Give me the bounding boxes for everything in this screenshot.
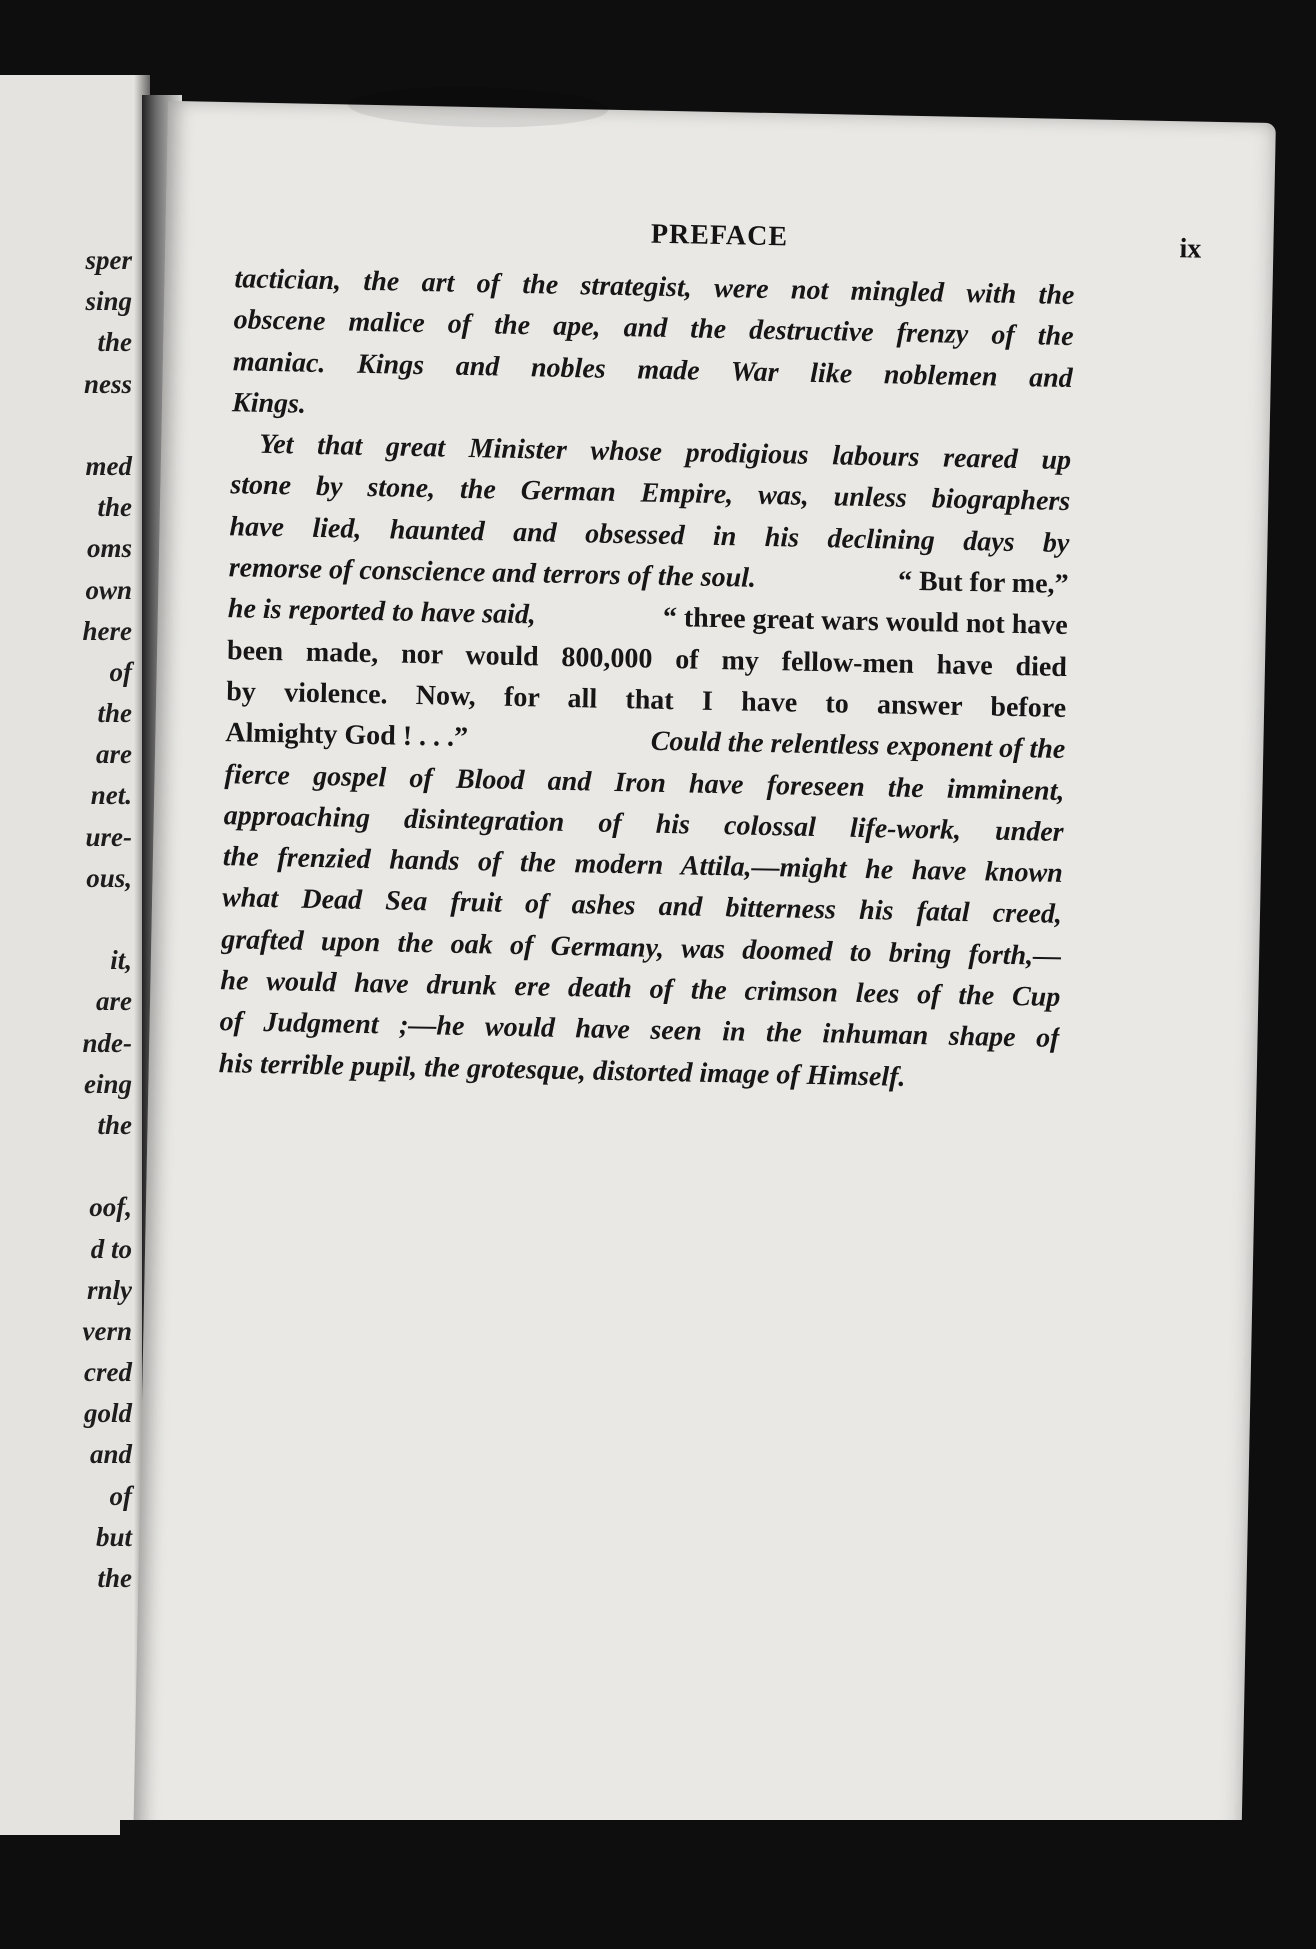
text-line: by violence. Now, for all that I have to answer before xyxy=(225,676,1067,724)
text-line: fierce gospel of Blood and Iron have foreseen the imminent, xyxy=(224,758,1065,807)
text-line: maniac. Kings and nobles made War like noblemen and xyxy=(232,345,1074,394)
text-line: tactician, the art of the strategist, were not mingled with the xyxy=(234,263,1075,312)
left-fragment: vern xyxy=(82,1315,132,1346)
left-fragment: rnly xyxy=(86,1274,132,1305)
left-fragment: the xyxy=(97,698,132,729)
text-line: the frenzied hands of the modern Attila,—might he have known xyxy=(222,841,1064,890)
text-line: approaching disintegration of his colossal life-work, under xyxy=(223,800,1064,848)
text-line: Kings. xyxy=(231,387,307,420)
left-fragment: of xyxy=(109,656,132,687)
left-fragment: but xyxy=(95,1521,132,1552)
left-fragment xyxy=(12,899,132,940)
page-body xyxy=(218,258,1074,1101)
left-fragment: oms xyxy=(86,533,132,564)
left-fragment: ness xyxy=(83,368,132,399)
left-fragment: ous, xyxy=(86,862,132,893)
left-fragment: it, xyxy=(110,945,132,976)
page-title: PREFACE xyxy=(650,218,789,253)
left-fragment: nde- xyxy=(82,1027,132,1058)
left-fragment: are xyxy=(96,739,132,770)
scan-bottom-shadow xyxy=(120,1820,1316,1949)
text-run: remorse of conscience and terrors of the soul. xyxy=(228,552,757,594)
left-fragment: ure- xyxy=(85,821,132,852)
page-number: ix xyxy=(1179,233,1202,265)
text-line: what Dead Sea fruit of ashes and bitterness his fatal creed, xyxy=(221,882,1063,931)
left-fragment: the xyxy=(97,1563,132,1593)
left-fragment xyxy=(12,405,132,446)
paragraph-2 xyxy=(218,423,1071,1100)
left-page xyxy=(0,75,150,1835)
left-fragment: gold xyxy=(83,1398,132,1429)
scan-stain xyxy=(348,84,609,129)
text-line: he would have drunk ere death of the crimson lees of the Cup xyxy=(220,965,1061,1014)
left-fragment xyxy=(12,1146,132,1187)
text-run: Could the relentless exponent of the xyxy=(650,725,1066,766)
left-fragment: the xyxy=(97,492,132,523)
left-fragment: med xyxy=(85,450,132,481)
text-line: of Judgment ;—he would have seen in the inhuman shape of xyxy=(219,1006,1060,1055)
text-run: he is reported to have said, xyxy=(227,593,537,631)
text-line: Yet that great Minister whose prodigious labours reared up xyxy=(258,428,1072,477)
text-run: “ But for me,” xyxy=(897,565,1069,601)
left-fragment: sper xyxy=(85,245,132,275)
left-page-fragments xyxy=(12,240,132,1599)
left-fragment: of xyxy=(109,1480,132,1511)
text-run: “ three great wars would not have xyxy=(662,602,1069,642)
text-line: grafted upon the oak of Germany, was doomed to bring forth,— xyxy=(220,923,1062,972)
left-fragment: the xyxy=(97,1109,132,1140)
left-fragment: net. xyxy=(90,780,132,811)
text-line: stone by stone, the German Empire, was, unless biographers xyxy=(230,469,1071,518)
left-fragment: own xyxy=(85,574,132,605)
left-fragment: sing xyxy=(85,286,132,317)
left-fragment: here xyxy=(82,615,132,646)
left-fragment: eing xyxy=(83,1068,132,1099)
text-line: his terrible pupil, the grotesque, distorted image of Himself. xyxy=(218,1047,906,1093)
paragraph-1 xyxy=(232,258,1075,440)
left-fragment: cred xyxy=(84,1357,132,1388)
left-fragment: oof, xyxy=(89,1192,132,1223)
left-fragment: the xyxy=(97,327,132,358)
text-line: have lied, haunted and obsessed in his declining days by xyxy=(229,510,1070,559)
text-run: Almighty God ! . . .” xyxy=(225,717,469,754)
left-fragment: are xyxy=(96,986,132,1017)
text-line: obscene malice of the ape, and the destructive frenzy of the xyxy=(233,304,1074,353)
left-fragment: and xyxy=(89,1439,132,1470)
book-page xyxy=(133,101,1276,1883)
left-fragment: d to xyxy=(90,1233,132,1264)
text-line: been made, nor would 800,000 of my fellow-men have died xyxy=(226,634,1068,683)
